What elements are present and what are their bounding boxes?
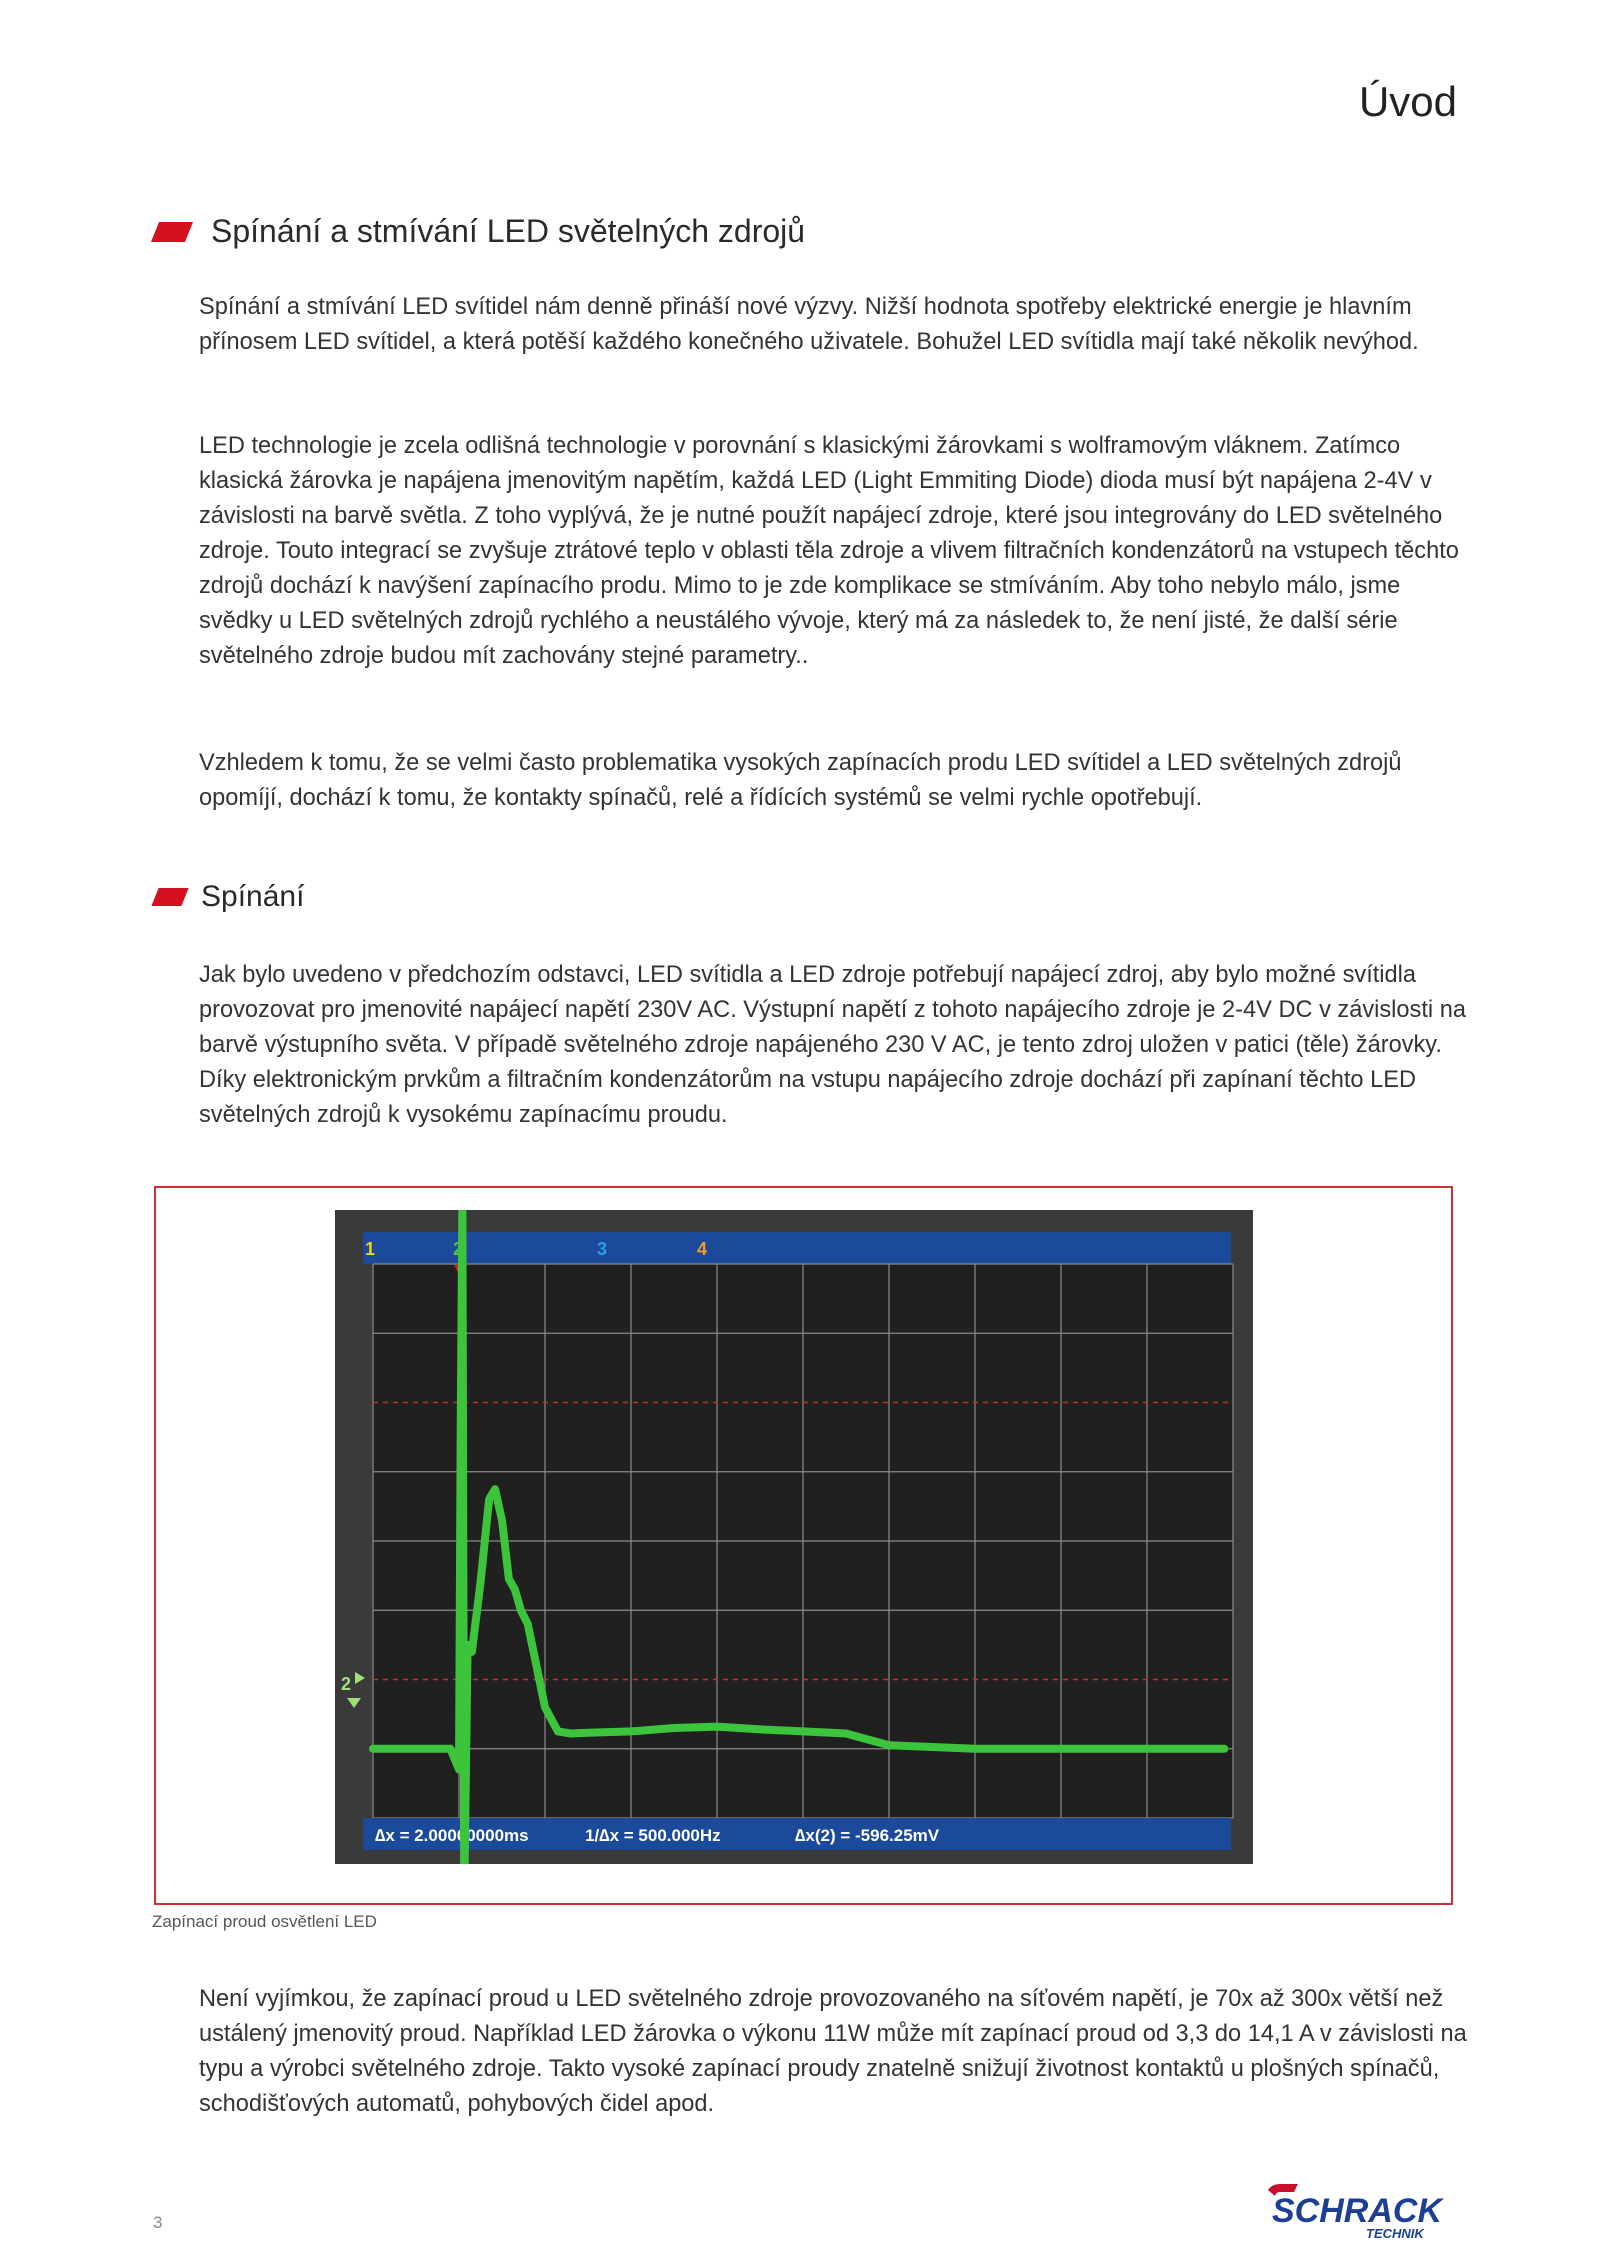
schrack-logo	[1258, 2182, 1458, 2246]
channel-label-2: 2	[453, 1239, 464, 1259]
channel-label-1: 1	[365, 1239, 376, 1259]
figure-caption: Zapínací proud osvětlení LED	[152, 1912, 377, 1931]
ground-marker-icon	[355, 1672, 365, 1684]
logo-text: SCHRACK	[1272, 2192, 1442, 2230]
channel-label-3: 3	[597, 1239, 608, 1259]
channel-label-4: 4	[697, 1239, 708, 1259]
section-heading-switching	[155, 880, 304, 914]
paragraph: Spínání a stmívání LED svítidel nám denně přináší nové výzvy. Nižší hodnota spotřeby elektrické energie je hlavním přínosem LED svítidel, a která potěší každého konečného uživatele. Bohužel LED svítidla mají také několik nevýhod.	[199, 294, 1419, 355]
section-marker-icon	[151, 888, 188, 906]
page-number: 3	[153, 2213, 163, 2232]
section-heading-switching-dimming	[155, 213, 805, 250]
oscilloscope-screenshot	[335, 1210, 1253, 1864]
readout-2: 1/∆x = 500.000Hz	[585, 1826, 721, 1845]
section-heading-text: Spínání	[201, 880, 305, 913]
readout-1: ∆x = 2.00000000ms	[375, 1826, 529, 1845]
ground-arrow-icon	[347, 1698, 361, 1708]
section-marker-icon	[151, 222, 193, 242]
readout-3: ∆x(2) = -596.25mV	[795, 1826, 940, 1845]
section-heading-text: Spínání a stmívání LED světelných zdrojů	[211, 213, 806, 249]
logo-subtext: TECHNIK	[1366, 2226, 1424, 2241]
page-title: Úvod	[1358, 78, 1457, 125]
paragraph: Vzhledem k tomu, že se velmi často problematika vysokých zapínacích produ LED svítidel a LED světelných zdrojů opomíjí, dochází k tomu, že kontakty spínačů, relé a řídících systémů se velmi rychle opotřebují.	[199, 750, 1402, 811]
ground-marker-label: 2	[341, 1674, 352, 1694]
paragraph: Jak bylo uvedeno v předchozím odstavci, LED svítidla a LED zdroje potřebují napájecí zdroj, aby bylo možné svítidla provozovat pro jmenovité napájecí napětí 230V AC. Výstupní napětí z tohoto napájecího zdroje je 2-4V DC v závislosti na barvě výstupního světa. V případě světelného zdroje napájeného 230 V AC, je tento zdroj uložen v patici (těle) žárovky. Díky elektronickým prvkům a filtračním kondenzátorům na vstupu napájecího zdroje dochází při zapínaní těchto LED světelných zdrojů k vysokému zapínacímu proudu.	[199, 962, 1466, 1128]
paragraph: Není vyjímkou, že zapínací proud u LED světelného zdroje provozovaného na síťovém napětí, je 70x až 300x větší než ustálený jmenovitý proud. Například LED žárovka o výkonu 11W může mít zapínací proud od 3,3 do 14,1 A v závislosti na typu a výrobci světelného zdroje. Takto vysoké zapínací proudy znatelně snižují životnost kontaktů u plošných spínačů, schodišťových automatů, pohybových čidel apod.	[199, 1986, 1467, 2117]
paragraph: LED technologie je zcela odlišná technologie v porovnání s klasickými žárovkami s wolframovým vláknem. Zatímco klasická žárovka je napájena jmenovitým napětím, každá LED (Light Emmiting Diode) dioda musí být napájena 2-4V v závislosti na barvě světla. Z toho vyplývá, že je nutné použít napájecí zdroje, které jsou integrovány do LED světelného zdroje. Touto integrací se zvyšuje ztrátové teplo v oblasti těla zdroje a vlivem filtračních kondenzátorů na vstupech těchto zdrojů dochází k navýšení zapínacího produ. Mimo to je zde komplikace se stmíváním. Aby toho nebylo málo, jsme svědky u LED světelných zdrojů rychlého a neustálého vývoje, který má za následek to, že není jisté, že další série světelného zdroje budou mít zachovány stejné parametry..	[199, 433, 1459, 669]
